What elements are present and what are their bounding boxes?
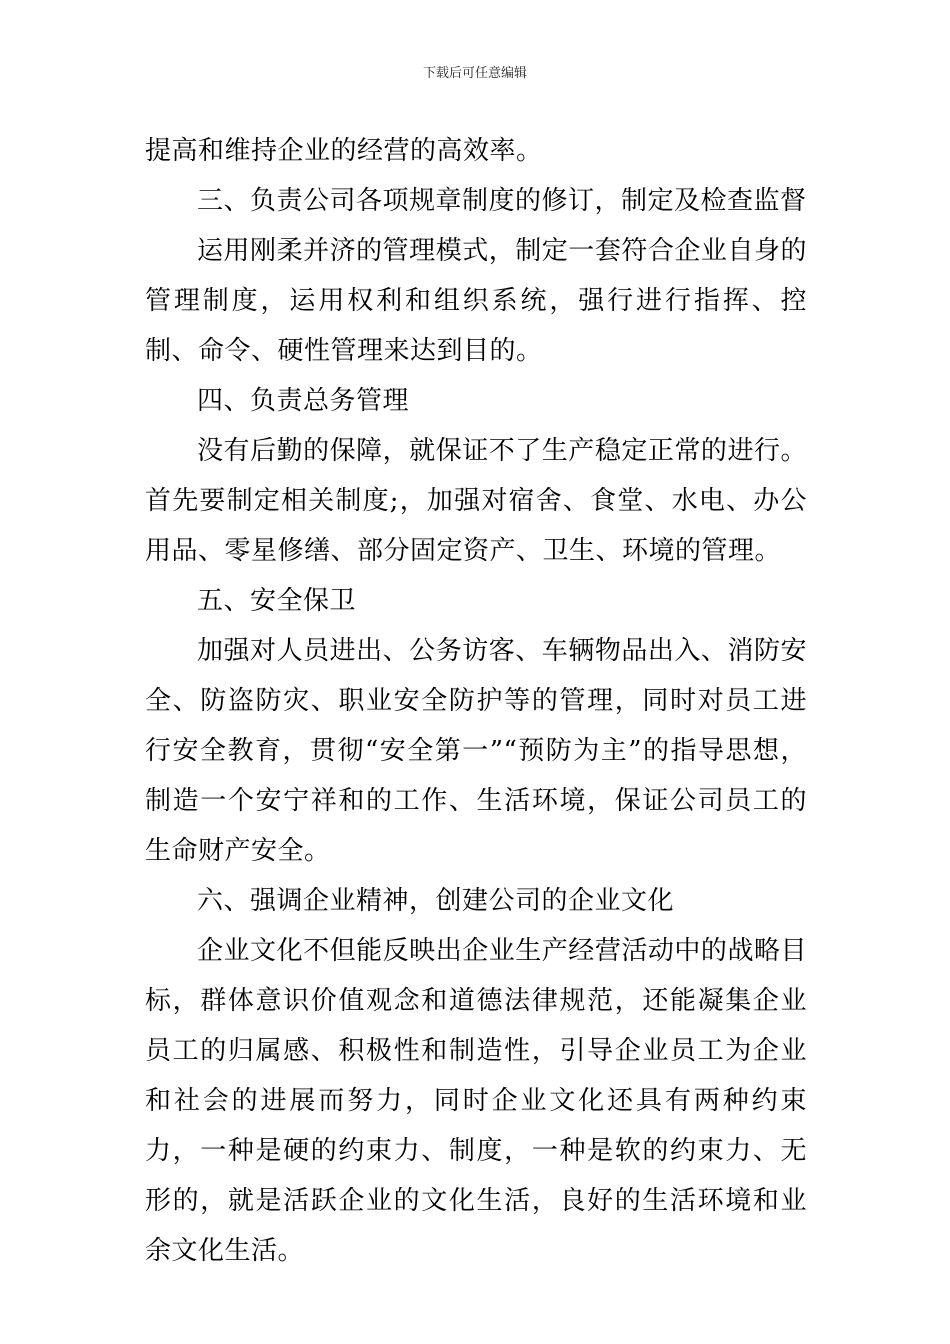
paragraph-5: 没有后勤的保障，就保证不了生产稳定正常的进行。首先要制定相关制度;，加强对宿舍、食堂、水电、办公用品、零星修缮、部分固定资产、卫生、环境的管理。 bbox=[145, 436, 807, 566]
paragraph-3: 运用刚柔并济的管理模式，制定一套符合企业自身的管理制度，运用权利和组织系统，强行进行指挥、控制、命令、硬性管理来达到目的。 bbox=[145, 236, 807, 366]
paragraph-9: 企业文化不但能反映出企业生产经营活动中的战略目标，群体意识价值观念和道德法律规范，还能凝集企业员工的归属感、积极性和制造性，引导企业员工为企业和社会的进展而努力，同时企业文化还具有两种约束力，一种是硬的约束力、制度，一种是软的约束力、无形的，就是活跃企业的文化生活，良好的生活环境和业余文化生活。 bbox=[145, 936, 807, 1266]
section-heading-4: 四、负责总务管理 bbox=[197, 386, 410, 416]
section-heading-5: 五、安全保卫 bbox=[197, 586, 357, 616]
paragraph-7: 加强对人员进出、公务访客、车辆物品出入、消防安全、防盗防灾、职业安全防护等的管理，同时对员工进行安全教育，贯彻“安全第一”“预防为主”的指导思想，制造一个安宁祥和的工作、生活环境，保证公司员工的生命财产安全。 bbox=[145, 636, 807, 866]
section-heading-3: 三、负责公司各项规章制度的修订，制定及检查监督 bbox=[197, 186, 807, 216]
page-header: 下载后可任意编辑 bbox=[422, 66, 527, 81]
document-body bbox=[145, 126, 807, 1276]
paragraph-1: 提高和维持企业的经营的高效率。 bbox=[145, 136, 543, 166]
section-heading-6: 六、强调企业精神，创建公司的企业文化 bbox=[197, 886, 675, 916]
